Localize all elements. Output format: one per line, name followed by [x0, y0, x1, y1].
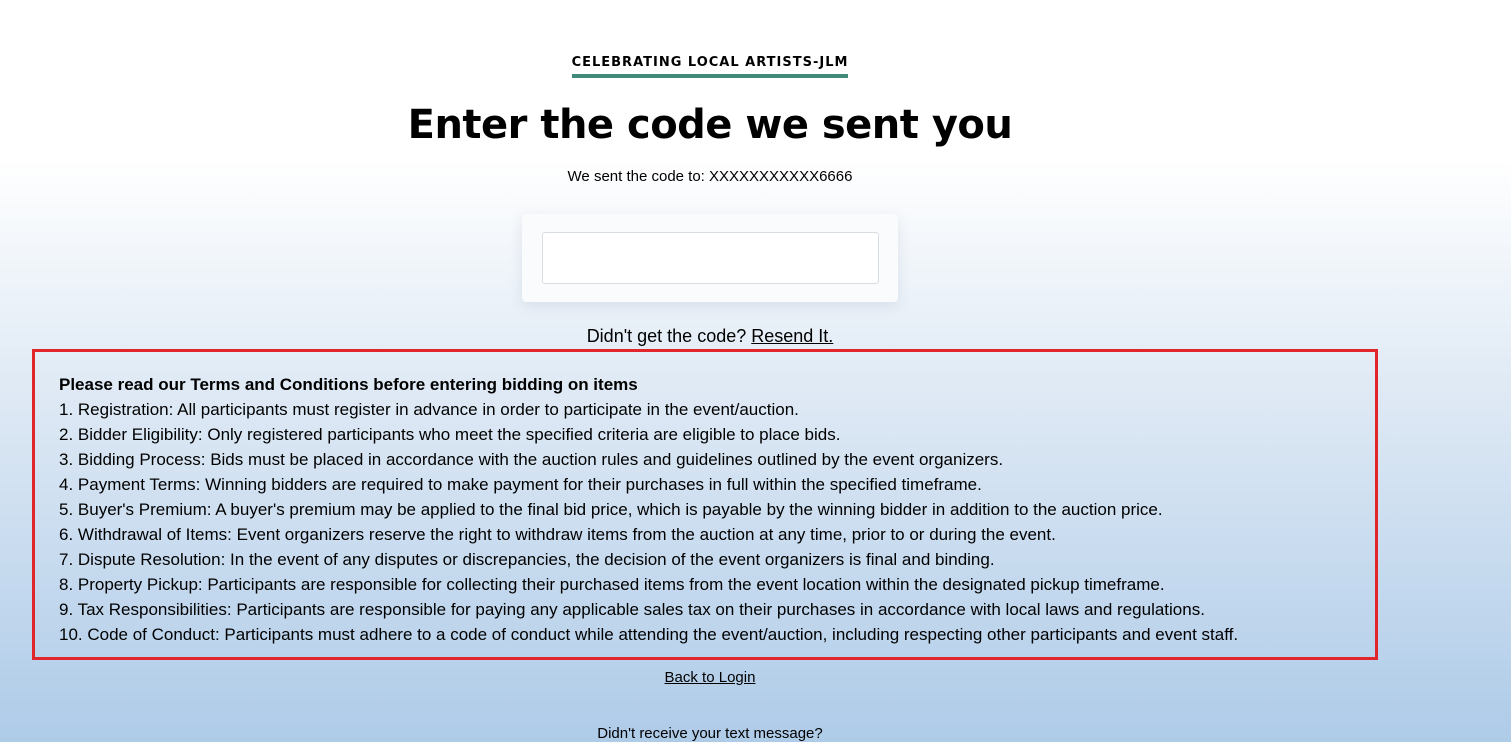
terms-heading: Please read our Terms and Conditions before entering bidding on items — [59, 375, 638, 394]
terms-item: 10. Code of Conduct: Participants must adhere to a code of conduct while attending the event/auction, including respecting other participants and event staff. — [59, 625, 1239, 644]
page-title: Enter the code we sent you — [407, 102, 1013, 148]
back-to-login — [0, 669, 1420, 686]
terms-item: 6. Withdrawal of Items: Event organizers reserve the right to withdraw items from the auction at any time, prior to or during the event. — [59, 525, 1056, 544]
code-card — [522, 214, 898, 302]
back-to-login-link[interactable]: Back to Login — [664, 669, 756, 686]
terms-item: 9. Tax Responsibilities: Participants are responsible for paying any applicable sales tax on their purchases in accordance with local laws and regulations. — [59, 600, 1205, 619]
resend-link[interactable]: Resend It. — [751, 326, 834, 346]
terms-item: 5. Buyer's Premium: A buyer's premium may be applied to the final bid price, which is payable by the winning bidder in addition to the auction price. — [59, 500, 1163, 519]
terms-item: 1. Registration: All participants must register in advance in order to participate in the event/auction. — [59, 400, 799, 419]
terms-item: 4. Payment Terms: Winning bidders are required to make payment for their purchases in full within the specified timeframe. — [59, 475, 982, 494]
sent-to-text: We sent the code to: XXXXXXXXXXX6666 — [567, 168, 853, 185]
brand-heading — [0, 53, 1420, 78]
no-text-message: Didn't receive your text message? — [597, 725, 823, 742]
brand-name: CELEBRATING LOCAL ARTISTS-JLM — [572, 55, 849, 78]
resend-line — [0, 326, 1420, 347]
resend-prompt: Didn't get the code? — [586, 326, 747, 346]
terms-item: 2. Bidder Eligibility: Only registered participants who meet the specified criteria are eligible to place bids. — [59, 425, 841, 444]
terms-item: 7. Dispute Resolution: In the event of any disputes or discrepancies, the decision of the event organizers is final and binding. — [59, 550, 995, 569]
terms-item: 8. Property Pickup: Participants are responsible for collecting their purchased items from the event location within the designated pickup timeframe. — [59, 575, 1165, 594]
terms-item: 3. Bidding Process: Bids must be placed in accordance with the auction rules and guidelines outlined by the event organizers. — [59, 450, 1004, 469]
verification-code-input[interactable] — [542, 232, 879, 284]
terms-and-conditions — [32, 349, 1378, 660]
